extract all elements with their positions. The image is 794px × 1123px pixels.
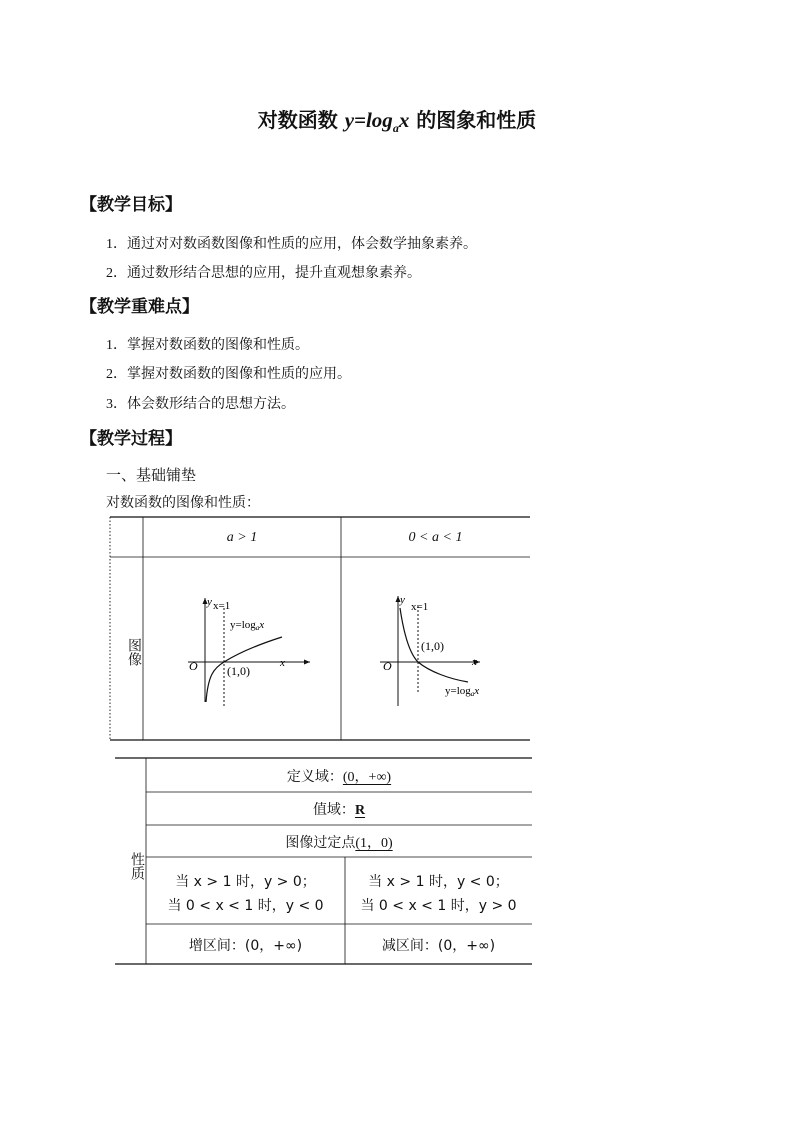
- section-goals: 【教学目标】: [80, 195, 182, 215]
- left-sign-property: [146, 870, 345, 918]
- graph1-fn-text: y=log: [230, 619, 256, 631]
- goal-text-2: 通过数形结合思想的应用，提升直观想象素养。: [127, 265, 421, 281]
- graph2-fn-x: x: [474, 685, 480, 697]
- table1-header-a-gt-1: a > 1: [226, 530, 258, 545]
- right-prop-line-2: 当 0 < x < 1 时，y > 0: [360, 898, 517, 914]
- title-math-y: y=log: [344, 108, 393, 132]
- right-prop-line-1: 当 x > 1 时，y < 0；: [368, 874, 509, 890]
- key-text-1: 掌握对数函数的图像和性质。: [127, 337, 309, 353]
- graph2-fn-label: [445, 685, 479, 698]
- graph1-fn-sub: a: [255, 624, 260, 632]
- decreasing-interval: 减区间：(0，+∞): [381, 938, 496, 954]
- range-value: R: [354, 803, 366, 818]
- title-math: [344, 108, 410, 136]
- key-num-1: 1．: [106, 338, 127, 353]
- process-intro: 对数函数的图像和性质：: [106, 495, 260, 511]
- domain-value: (0，+∞): [342, 770, 392, 785]
- graph1-point-label: (1,0): [227, 664, 250, 678]
- fixed-point-label: 图像过定点: [285, 835, 356, 851]
- graph2-x-label: x: [472, 656, 477, 668]
- graph2-origin-label: O: [383, 659, 392, 673]
- right-sign-property: [345, 870, 532, 918]
- goal-num-2: 2．: [106, 266, 127, 281]
- graph2-y-label: y: [400, 594, 405, 606]
- process-step-1: 一、基础铺垫: [106, 466, 197, 484]
- key-item-1: [106, 334, 309, 354]
- key-item-3: [106, 393, 295, 413]
- section-process: 【教学过程】: [80, 429, 182, 449]
- graph2-line-label: x=1: [411, 601, 429, 613]
- left-prop-line-1: 当 x > 1 时，y > 0；: [175, 874, 316, 890]
- page-title: [0, 104, 794, 136]
- title-math-sub: a: [392, 121, 399, 136]
- graph2-fn-text: y=log: [445, 685, 471, 697]
- fixed-point-row: [146, 832, 532, 852]
- domain-row: [146, 766, 532, 786]
- title-suffix: 的图象和性质: [409, 108, 537, 132]
- graph-a-less-1: [380, 594, 480, 706]
- graph2-point-label: (1,0): [421, 639, 444, 653]
- table2-row-label: 性质: [129, 852, 145, 880]
- increasing-interval: 增区间：(0，+∞): [188, 938, 303, 954]
- goal-text-1: 通过对对数函数图像和性质的应用，体会数学抽象素养。: [127, 236, 477, 252]
- graph1-fn-x: x: [259, 619, 265, 631]
- goal-item-2: [106, 262, 421, 282]
- key-text-3: 体会数形结合的思想方法。: [127, 396, 295, 412]
- graph1-x-label: x: [280, 657, 285, 669]
- section-key-points: 【教学重难点】: [80, 297, 199, 317]
- table1-header-a-lt-1: 0 < a < 1: [408, 530, 463, 545]
- title-prefix: 对数函数: [257, 108, 345, 132]
- graph1-fn-label: [230, 619, 264, 632]
- title-math-x: x: [398, 108, 410, 132]
- key-num-2: 2．: [106, 367, 127, 382]
- graph1-line-label: x=1: [213, 600, 231, 612]
- goal-num-1: 1．: [106, 237, 127, 252]
- table1-row-label: 图像: [126, 638, 142, 666]
- key-text-2: 掌握对数函数的图像和性质的应用。: [127, 366, 351, 382]
- range-label: 值域：: [312, 802, 355, 818]
- fixed-point-value: (1，0): [355, 836, 393, 851]
- left-prop-line-2: 当 0 < x < 1 时，y < 0: [167, 898, 324, 914]
- key-item-2: [106, 363, 351, 383]
- range-row: [146, 799, 532, 819]
- graph1-origin-label: O: [189, 659, 198, 673]
- domain-label: 定义域：: [286, 769, 343, 785]
- graph-a-greater-1: [188, 596, 310, 706]
- key-num-3: 3．: [106, 397, 127, 412]
- graph1-y-label: y: [207, 596, 212, 608]
- goal-item-1: [106, 233, 477, 253]
- graph1-x-arrow: [304, 660, 310, 665]
- graph2-fn-sub: a: [470, 690, 475, 698]
